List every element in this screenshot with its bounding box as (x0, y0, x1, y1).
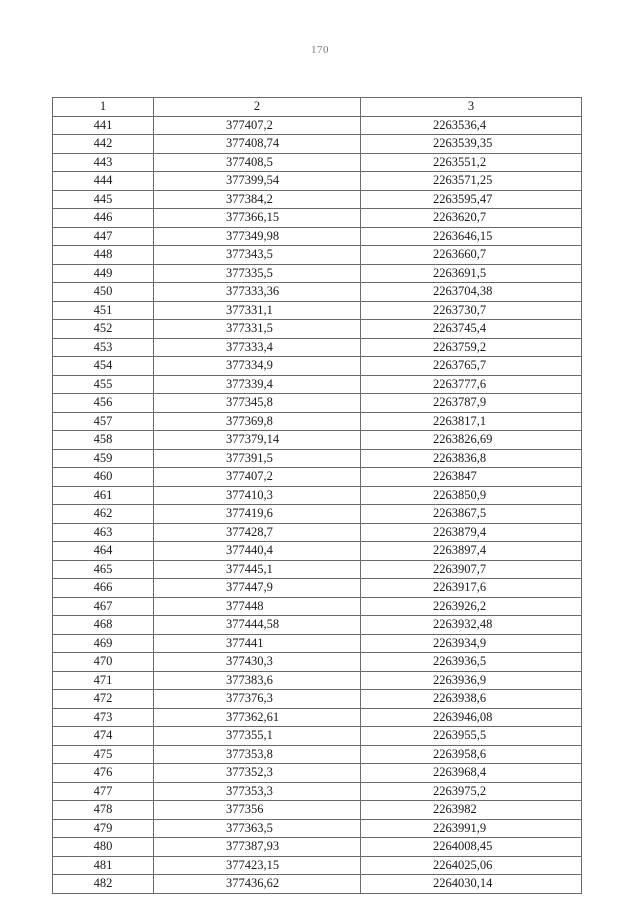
point-number-cell: 441 (53, 116, 154, 135)
point-number-cell: 446 (53, 209, 154, 228)
x-coordinate-cell: 377444,58 (154, 616, 361, 635)
point-number-cell: 461 (53, 486, 154, 505)
table-row (53, 838, 582, 857)
point-number-cell: 468 (53, 616, 154, 635)
y-coordinate-cell: 2263934,9 (361, 634, 582, 653)
y-coordinate-cell: 2263777,6 (361, 375, 582, 394)
x-coordinate-cell: 377383,6 (154, 671, 361, 690)
y-coordinate-cell: 2264008,45 (361, 838, 582, 857)
y-coordinate-cell: 2263765,7 (361, 357, 582, 376)
x-coordinate-cell: 377407,2 (154, 116, 361, 135)
x-coordinate-cell: 377423,15 (154, 856, 361, 875)
x-coordinate-cell: 377333,4 (154, 338, 361, 357)
x-coordinate-cell: 377376,3 (154, 690, 361, 709)
x-coordinate-cell: 377349,98 (154, 227, 361, 246)
point-number-cell: 459 (53, 449, 154, 468)
y-coordinate-cell: 2264025,06 (361, 856, 582, 875)
table-row (53, 560, 582, 579)
point-number-cell: 476 (53, 764, 154, 783)
y-coordinate-cell: 2263817,1 (361, 412, 582, 431)
x-coordinate-cell: 377334,9 (154, 357, 361, 376)
x-coordinate-cell: 377331,5 (154, 320, 361, 339)
table-row (53, 394, 582, 413)
point-number-cell: 453 (53, 338, 154, 357)
table-header (53, 98, 582, 117)
point-number-cell: 457 (53, 412, 154, 431)
header-col-3: 3 (361, 98, 582, 117)
table-row (53, 542, 582, 561)
point-number-cell: 445 (53, 190, 154, 209)
table-row (53, 671, 582, 690)
y-coordinate-cell: 2263660,7 (361, 246, 582, 265)
y-coordinate-cell: 2263620,7 (361, 209, 582, 228)
table-row (53, 264, 582, 283)
point-number-cell: 471 (53, 671, 154, 690)
x-coordinate-cell: 377408,74 (154, 135, 361, 154)
point-number-cell: 442 (53, 135, 154, 154)
header-row (53, 98, 582, 117)
y-coordinate-cell: 2263926,2 (361, 597, 582, 616)
point-number-cell: 480 (53, 838, 154, 857)
table-row (53, 745, 582, 764)
table-row (53, 690, 582, 709)
x-coordinate-cell: 377428,7 (154, 523, 361, 542)
point-number-cell: 473 (53, 708, 154, 727)
point-number-cell: 450 (53, 283, 154, 302)
point-number-cell: 463 (53, 523, 154, 542)
x-coordinate-cell: 377384,2 (154, 190, 361, 209)
point-number-cell: 466 (53, 579, 154, 598)
x-coordinate-cell: 377353,8 (154, 745, 361, 764)
x-coordinate-cell: 377355,1 (154, 727, 361, 746)
x-coordinate-cell: 377445,1 (154, 560, 361, 579)
y-coordinate-cell: 2263691,5 (361, 264, 582, 283)
y-coordinate-cell: 2263936,9 (361, 671, 582, 690)
table-row (53, 468, 582, 487)
point-number-cell: 449 (53, 264, 154, 283)
point-number-cell: 470 (53, 653, 154, 672)
point-number-cell: 479 (53, 819, 154, 838)
y-coordinate-cell: 2263958,6 (361, 745, 582, 764)
point-number-cell: 469 (53, 634, 154, 653)
table-row (53, 782, 582, 801)
point-number-cell: 447 (53, 227, 154, 246)
y-coordinate-cell: 2263826,69 (361, 431, 582, 450)
point-number-cell: 451 (53, 301, 154, 320)
x-coordinate-cell: 377339,4 (154, 375, 361, 394)
table-row (53, 764, 582, 783)
point-number-cell: 481 (53, 856, 154, 875)
table-body (53, 116, 582, 893)
page-number: 170 (311, 44, 329, 56)
x-coordinate-cell: 377436,62 (154, 875, 361, 894)
y-coordinate-cell: 2263730,7 (361, 301, 582, 320)
y-coordinate-cell: 2263787,9 (361, 394, 582, 413)
x-coordinate-cell: 377379,14 (154, 431, 361, 450)
table-row (53, 116, 582, 135)
y-coordinate-cell: 2263936,5 (361, 653, 582, 672)
x-coordinate-cell: 377352,3 (154, 764, 361, 783)
x-coordinate-cell: 377407,2 (154, 468, 361, 487)
point-number-cell: 444 (53, 172, 154, 191)
x-coordinate-cell: 377387,93 (154, 838, 361, 857)
table-row (53, 375, 582, 394)
coordinates-table (52, 97, 582, 894)
point-number-cell: 467 (53, 597, 154, 616)
point-number-cell: 464 (53, 542, 154, 561)
y-coordinate-cell: 2263946,08 (361, 708, 582, 727)
y-coordinate-cell: 2263897,4 (361, 542, 582, 561)
x-coordinate-cell: 377399,54 (154, 172, 361, 191)
point-number-cell: 482 (53, 875, 154, 894)
y-coordinate-cell: 2263917,6 (361, 579, 582, 598)
x-coordinate-cell: 377419,6 (154, 505, 361, 524)
point-number-cell: 465 (53, 560, 154, 579)
x-coordinate-cell: 377440,4 (154, 542, 361, 561)
x-coordinate-cell: 377369,8 (154, 412, 361, 431)
point-number-cell: 454 (53, 357, 154, 376)
y-coordinate-cell: 2263879,4 (361, 523, 582, 542)
table-row (53, 320, 582, 339)
point-number-cell: 452 (53, 320, 154, 339)
header-col-2: 2 (154, 98, 361, 117)
point-number-cell: 477 (53, 782, 154, 801)
y-coordinate-cell: 2263704,38 (361, 283, 582, 302)
table-row (53, 209, 582, 228)
x-coordinate-cell: 377343,5 (154, 246, 361, 265)
y-coordinate-cell: 2263932,48 (361, 616, 582, 635)
x-coordinate-cell: 377333,36 (154, 283, 361, 302)
y-coordinate-cell: 2263551,2 (361, 153, 582, 172)
table-row (53, 875, 582, 894)
table-row (53, 172, 582, 191)
x-coordinate-cell: 377363,5 (154, 819, 361, 838)
table-row (53, 801, 582, 820)
x-coordinate-cell: 377430,3 (154, 653, 361, 672)
y-coordinate-cell: 2263595,47 (361, 190, 582, 209)
table-row (53, 727, 582, 746)
x-coordinate-cell: 377366,15 (154, 209, 361, 228)
y-coordinate-cell: 2263745,4 (361, 320, 582, 339)
table-row (53, 246, 582, 265)
table-row (53, 283, 582, 302)
y-coordinate-cell: 2264030,14 (361, 875, 582, 894)
point-number-cell: 458 (53, 431, 154, 450)
y-coordinate-cell: 2263991,9 (361, 819, 582, 838)
x-coordinate-cell: 377345,8 (154, 394, 361, 413)
y-coordinate-cell: 2263847 (361, 468, 582, 487)
point-number-cell: 455 (53, 375, 154, 394)
y-coordinate-cell: 2263982 (361, 801, 582, 820)
table-row (53, 856, 582, 875)
table-row (53, 357, 582, 376)
table-row (53, 190, 582, 209)
table-row (53, 301, 582, 320)
table-row (53, 634, 582, 653)
point-number-cell: 474 (53, 727, 154, 746)
y-coordinate-cell: 2263975,2 (361, 782, 582, 801)
point-number-cell: 443 (53, 153, 154, 172)
point-number-cell: 462 (53, 505, 154, 524)
y-coordinate-cell: 2263646,15 (361, 227, 582, 246)
table-row (53, 431, 582, 450)
table-row (53, 153, 582, 172)
y-coordinate-cell: 2263836,8 (361, 449, 582, 468)
header-col-1: 1 (53, 98, 154, 117)
point-number-cell: 478 (53, 801, 154, 820)
y-coordinate-cell: 2263536,4 (361, 116, 582, 135)
x-coordinate-cell: 377331,1 (154, 301, 361, 320)
point-number-cell: 448 (53, 246, 154, 265)
x-coordinate-cell: 377448 (154, 597, 361, 616)
table-row (53, 135, 582, 154)
table-row (53, 616, 582, 635)
x-coordinate-cell: 377391,5 (154, 449, 361, 468)
point-number-cell: 460 (53, 468, 154, 487)
table-row (53, 653, 582, 672)
point-number-cell: 475 (53, 745, 154, 764)
x-coordinate-cell: 377441 (154, 634, 361, 653)
y-coordinate-cell: 2263867,5 (361, 505, 582, 524)
x-coordinate-cell: 377356 (154, 801, 361, 820)
table-row (53, 505, 582, 524)
table-row (53, 486, 582, 505)
x-coordinate-cell: 377362,61 (154, 708, 361, 727)
x-coordinate-cell: 377353,3 (154, 782, 361, 801)
table-row (53, 338, 582, 357)
y-coordinate-cell: 2263571,25 (361, 172, 582, 191)
y-coordinate-cell: 2263938,6 (361, 690, 582, 709)
point-number-cell: 456 (53, 394, 154, 413)
point-number-cell: 472 (53, 690, 154, 709)
y-coordinate-cell: 2263955,5 (361, 727, 582, 746)
y-coordinate-cell: 2263759,2 (361, 338, 582, 357)
table-row (53, 449, 582, 468)
table-row (53, 708, 582, 727)
x-coordinate-cell: 377410,3 (154, 486, 361, 505)
table-row (53, 819, 582, 838)
table-row (53, 579, 582, 598)
table-row (53, 597, 582, 616)
y-coordinate-cell: 2263850,9 (361, 486, 582, 505)
x-coordinate-cell: 377447,9 (154, 579, 361, 598)
x-coordinate-cell: 377335,5 (154, 264, 361, 283)
table-row (53, 227, 582, 246)
x-coordinate-cell: 377408,5 (154, 153, 361, 172)
y-coordinate-cell: 2263539,35 (361, 135, 582, 154)
y-coordinate-cell: 2263968,4 (361, 764, 582, 783)
table-row (53, 523, 582, 542)
table-row (53, 412, 582, 431)
y-coordinate-cell: 2263907,7 (361, 560, 582, 579)
